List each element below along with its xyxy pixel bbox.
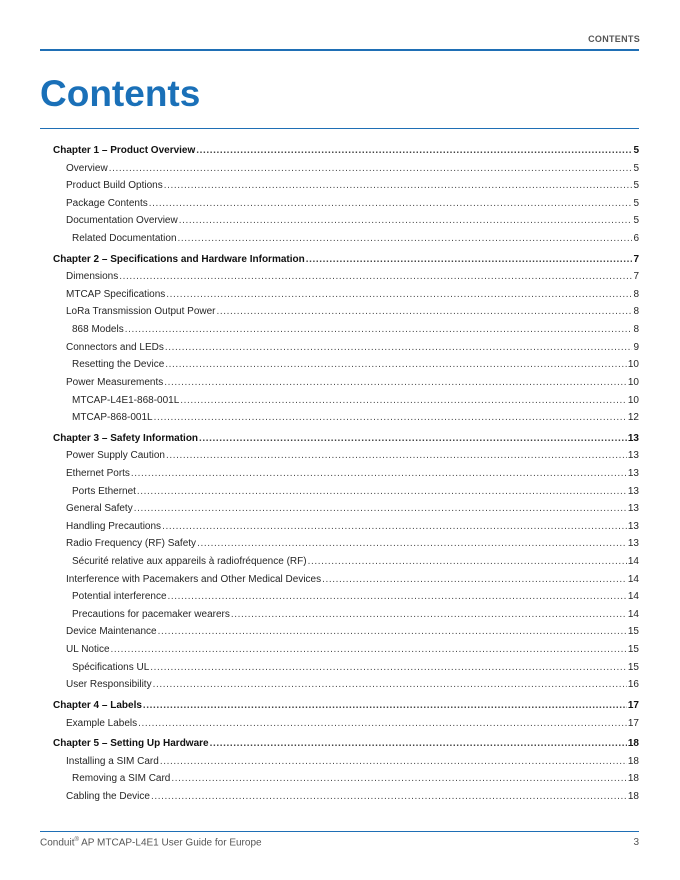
- toc-dot-leader: [164, 177, 633, 195]
- toc-entry-title: MTCAP Specifications: [66, 288, 166, 300]
- toc-entry-title: Chapter 4 – Labels: [53, 699, 142, 711]
- toc-chapter-entry[interactable]: [53, 697, 639, 715]
- toc-dot-leader: [217, 303, 633, 321]
- toc-page-number: 13: [627, 467, 639, 479]
- toc-entry[interactable]: [53, 409, 639, 427]
- page-number: 3: [633, 837, 639, 848]
- toc-entry-title: Ports Ethernet: [72, 485, 136, 497]
- toc-entry[interactable]: [53, 606, 639, 624]
- toc-chapter-entry[interactable]: [53, 735, 639, 753]
- toc-dot-leader: [322, 571, 627, 589]
- toc-dot-leader: [196, 142, 632, 160]
- toc-dot-leader: [151, 788, 627, 806]
- toc-entry[interactable]: [53, 268, 639, 286]
- toc-entry-title: 868 Models: [72, 324, 124, 336]
- toc-entry-title: UL Notice: [66, 644, 110, 656]
- toc-dot-leader: [308, 553, 627, 571]
- toc-entry-title: User Responsibility: [66, 679, 152, 691]
- toc-entry-title: Device Maintenance: [66, 626, 157, 638]
- toc-dot-leader: [171, 770, 627, 788]
- toc-chapter-entry[interactable]: [53, 430, 639, 448]
- toc-page-number: 10: [627, 394, 639, 406]
- toc-page-number: 14: [627, 573, 639, 585]
- toc-entry[interactable]: [53, 535, 639, 553]
- toc-dot-leader: [134, 500, 627, 518]
- toc-dot-leader: [137, 483, 627, 501]
- toc-dot-leader: [166, 286, 632, 304]
- toc-entry-title: Potential interference: [72, 591, 167, 603]
- toc-entry[interactable]: [53, 500, 639, 518]
- toc-page-number: 13: [627, 450, 639, 462]
- toc-entry[interactable]: [53, 160, 639, 178]
- toc-page-number: 5: [633, 162, 639, 174]
- header-rule: [40, 49, 639, 51]
- toc-entry[interactable]: [53, 356, 639, 374]
- toc-entry[interactable]: [53, 321, 639, 339]
- toc-entry-title: Installing a SIM Card: [66, 755, 159, 767]
- toc-entry[interactable]: [53, 483, 639, 501]
- page-title: Contents: [40, 73, 201, 114]
- toc-dot-leader: [168, 588, 627, 606]
- toc-dot-leader: [111, 641, 627, 659]
- footer-title-rest: AP MTCAP-L4E1 User Guide for Europe: [78, 837, 262, 849]
- toc-entry[interactable]: [53, 447, 639, 465]
- toc-page-number: 12: [627, 412, 639, 424]
- toc-entry[interactable]: [53, 659, 639, 677]
- toc-page-number: 15: [627, 661, 639, 673]
- toc-entry-title: Spécifications UL: [72, 661, 150, 673]
- toc-dot-leader: [143, 697, 627, 715]
- toc-page-number: 15: [627, 626, 639, 638]
- toc-entry-title: MTCAP-868-001L: [72, 412, 153, 424]
- toc-dot-leader: [162, 518, 627, 536]
- toc-entry-title: MTCAP-L4E1-868-001L: [72, 394, 180, 406]
- toc-entry[interactable]: [53, 195, 639, 213]
- toc-page-number: 10: [627, 376, 639, 388]
- toc-page-number: 16: [627, 679, 639, 691]
- toc-entry[interactable]: [53, 788, 639, 806]
- toc-page-number: 5: [633, 215, 639, 227]
- toc-entry-title: Example Labels: [66, 717, 138, 729]
- toc-entry[interactable]: [53, 641, 639, 659]
- toc-entry-title: Resetting the Device: [72, 359, 165, 371]
- toc-page-number: 10: [627, 359, 639, 371]
- toc-entry-title: Precautions for pacemaker wearers: [72, 608, 230, 620]
- toc-entry-title: Related Documentation: [72, 233, 177, 245]
- toc-page-number: 5: [633, 145, 639, 156]
- toc-entry[interactable]: [53, 230, 639, 248]
- toc-dot-leader: [158, 623, 627, 641]
- running-header: CONTENTS: [588, 34, 640, 44]
- toc-dot-leader: [180, 392, 627, 410]
- toc-entry[interactable]: [53, 623, 639, 641]
- toc-dot-leader: [164, 374, 627, 392]
- toc-page-number: 5: [633, 197, 639, 209]
- toc-entry[interactable]: [53, 753, 639, 771]
- toc-entry-title: Chapter 3 – Safety Information: [53, 432, 199, 444]
- toc-entry-title: Chapter 2 – Specifications and Hardware Information: [53, 253, 305, 265]
- toc-chapter-entry[interactable]: [53, 251, 639, 269]
- toc-entry[interactable]: [53, 588, 639, 606]
- footer-rule: [40, 831, 639, 832]
- toc-entry-title: Overview: [66, 162, 108, 174]
- toc-entry[interactable]: [53, 518, 639, 536]
- toc-entry-title: Dimensions: [66, 271, 119, 283]
- toc-entry[interactable]: [53, 392, 639, 410]
- toc-entry[interactable]: [53, 770, 639, 788]
- toc-page-number: 6: [633, 233, 639, 245]
- toc-page-number: 8: [633, 288, 639, 300]
- toc-entry[interactable]: [53, 715, 639, 733]
- toc-dot-leader: [149, 195, 633, 213]
- toc-page-number: 9: [633, 341, 639, 353]
- toc-entry[interactable]: [53, 177, 639, 195]
- toc-page-number: 13: [627, 485, 639, 497]
- toc-entry-title: Radio Frequency (RF) Safety: [66, 538, 197, 550]
- toc-page-number: 7: [633, 271, 639, 283]
- toc-dot-leader: [119, 268, 632, 286]
- toc-dot-leader: [306, 251, 633, 269]
- toc-entry-title: Handling Precautions: [66, 520, 162, 532]
- toc-dot-leader: [179, 212, 633, 230]
- toc-page-number: 7: [633, 253, 639, 265]
- toc-page-number: 14: [627, 591, 639, 603]
- toc-entry-title: Chapter 1 – Product Overview: [53, 145, 196, 156]
- toc-page-number: 8: [633, 306, 639, 318]
- toc-entry-title: Cabling the Device: [66, 790, 150, 802]
- toc-dot-leader: [153, 676, 627, 694]
- toc-dot-leader: [138, 715, 627, 733]
- toc-entry[interactable]: [53, 286, 639, 304]
- footer-document-title: [40, 837, 262, 848]
- toc-page-number: 17: [627, 699, 639, 711]
- toc-entry[interactable]: [53, 212, 639, 230]
- toc-dot-leader: [131, 465, 627, 483]
- toc-page-number: 13: [627, 538, 639, 550]
- toc-dot-leader: [231, 606, 627, 624]
- toc-page-number: 18: [627, 773, 639, 785]
- table-of-contents: [53, 142, 639, 806]
- footer-product-name: Conduit: [40, 837, 75, 849]
- toc-entry-title: Chapter 5 – Setting Up Hardware: [53, 738, 209, 750]
- toc-dot-leader: [197, 535, 627, 553]
- toc-dot-leader: [165, 356, 627, 374]
- toc-entry-title: Documentation Overview: [66, 215, 178, 227]
- toc-dot-leader: [150, 659, 627, 677]
- toc-entry-title: Removing a SIM Card: [72, 773, 171, 785]
- toc-entry[interactable]: [53, 374, 639, 392]
- toc-page-number: 13: [627, 503, 639, 515]
- toc-entry[interactable]: [53, 303, 639, 321]
- toc-entry-title: LoRa Transmission Output Power: [66, 306, 216, 318]
- toc-page-number: 18: [627, 755, 639, 767]
- toc-page-number: 14: [627, 556, 639, 568]
- toc-entry[interactable]: [53, 465, 639, 483]
- toc-page-number: 5: [633, 180, 639, 192]
- toc-entry-title: Interference with Pacemakers and Other Medical Devices: [66, 573, 322, 585]
- toc-chapter-entry[interactable]: [53, 142, 639, 160]
- toc-dot-leader: [210, 735, 627, 753]
- toc-entry[interactable]: [53, 553, 639, 571]
- toc-entry-title: Sécurité relative aux appareils à radiofréquence (RF): [72, 556, 307, 568]
- toc-entry-title: Ethernet Ports: [66, 467, 130, 479]
- toc-dot-leader: [165, 339, 633, 357]
- toc-entry-title: Product Build Options: [66, 180, 163, 192]
- toc-entry-title: Power Supply Caution: [66, 450, 165, 462]
- toc-entry[interactable]: [53, 676, 639, 694]
- toc-page-number: 17: [627, 717, 639, 729]
- toc-entry-title: General Safety: [66, 503, 133, 515]
- toc-page-number: 13: [627, 520, 639, 532]
- toc-page-number: 18: [627, 790, 639, 802]
- toc-dot-leader: [199, 430, 627, 448]
- toc-page-number: 15: [627, 644, 639, 656]
- toc-dot-leader: [109, 160, 633, 178]
- toc-entry[interactable]: [53, 339, 639, 357]
- toc-page-number: 8: [633, 324, 639, 336]
- toc-page-number: 13: [627, 432, 639, 444]
- toc-page-number: 18: [627, 738, 639, 750]
- toc-entry[interactable]: [53, 571, 639, 589]
- toc-entry-title: Power Measurements: [66, 376, 164, 388]
- toc-dot-leader: [160, 753, 627, 771]
- toc-entry-title: Package Contents: [66, 197, 148, 209]
- toc-page-number: 14: [627, 608, 639, 620]
- trademark-symbol: ®: [74, 837, 79, 843]
- toc-entry-title: Connectors and LEDs: [66, 341, 164, 353]
- title-rule: [40, 128, 639, 129]
- toc-dot-leader: [166, 447, 627, 465]
- toc-dot-leader: [178, 230, 633, 248]
- toc-dot-leader: [154, 409, 627, 427]
- toc-dot-leader: [125, 321, 633, 339]
